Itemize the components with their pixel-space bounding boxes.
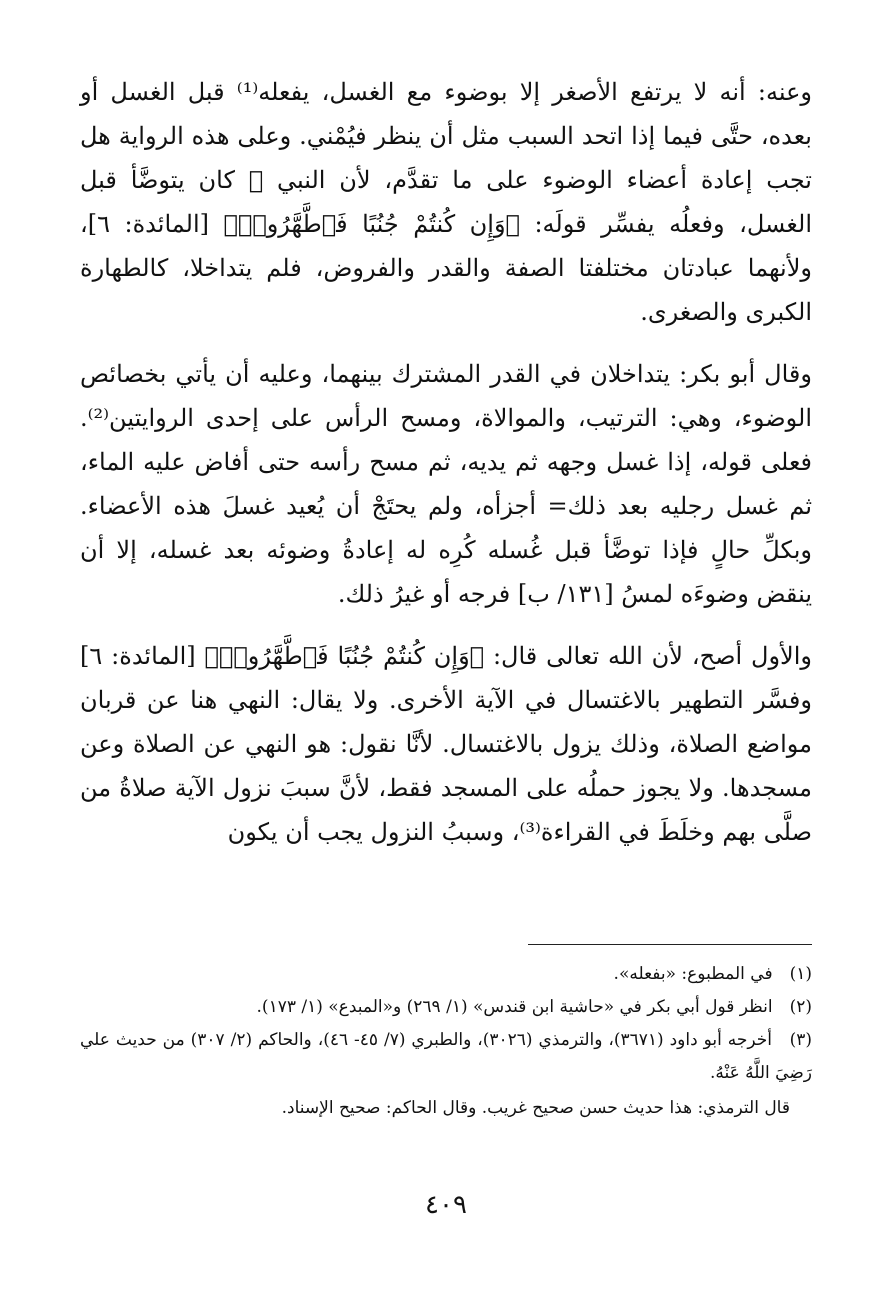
- footnote-text: انظر قول أبي بكر في «حاشية ابن قندس» (١/ ٢٦٩) و«المبدع» (١/ ١٧٣).: [256, 997, 773, 1017]
- footnote-3-note: قال الترمذي: هذا حديث حسن صحيح غريب. وقال الحاكم: صحيح الإسناد.: [281, 1098, 790, 1118]
- paragraph-3: والأول أصح، لأن الله تعالى قال: ﴿وَإِن كُنتُمْ جُنُبًا فَٱطَّهَّرُوا۟﴾ [المائدة: ٦] وفسَّر التطهير بالاغتسال في الآية الأخرى. ولا يقال: النهي هنا عن قربان مواضع الصلاة، وذلك يزول بالاغتسال. لأنَّا نقول: هو النهي عن الصلاة وعن مسجدها. ولا يجوز حملُه على المسجد فقط، لأنَّ سببَ نزول الآية صلاةُ من صلَّى بهم وخلَطَ في القراءة⁽³⁾، وسببُ النزول يجب أن يكون: [80, 642, 812, 846]
- paragraph-2: وقال أبو بكر: يتداخلان في القدر المشترك بينهما، وعليه أن يأتي بخصائص الوضوء، وهي: الترتيب، والموالاة، ومسح الرأس على إحدى الروايتين⁽²⁾. فعلى قوله، إذا غسل وجهه ثم يديه، ثم مسح رأسه حتى أفاض عليه الماء، ثم غسل رجليه بعد ذلك= أجزأه، ولم يحتَجْ أن يُعيد غسلَ هذه الأعضاء. وبكلِّ حالٍ فإذا توضَّأ قبل غُسله كُرِه له إعادةُ وضوئه بعد غسله، إلا أن ينقض وضوءَه لمسُ [١٣١/ ب] فرجه أو غيرُ ذلك.: [80, 360, 812, 608]
- page-number: ٤٠٩: [425, 1190, 467, 1220]
- footnote-number: (١): [789, 964, 812, 984]
- footnotes: [80, 958, 812, 1125]
- footnote-text: أخرجه أبو داود (٣٦٧١)، والترمذي (٣٠٢٦)، والطبري (٧/ ٤٥- ٤٦)، والحاكم (٢/ ٣٠٧) من حديث علي رَضِيَ اللَّهُ عَنْهُ.: [80, 1030, 812, 1083]
- main-text: [80, 70, 812, 872]
- footnote-2: [80, 991, 812, 1024]
- footnote-number: (٣): [789, 1030, 812, 1050]
- paragraph-1: وعنه: أنه لا يرتفع الأصغر إلا بوضوء مع الغسل، يفعله⁽¹⁾ قبل الغسل أو بعده، حتَّى فيما إذا اتحد السبب مثل أن ينظر فيُمْني. وعلى هذه الرواية هل تجب إعادة أعضاء الوضوء على ما تقدَّم، لأن النبي ﷺ كان يتوضَّأ قبل الغسل، وفعلُه يفسِّر قولَه: ﴿وَإِن كُنتُمْ جُنُبًا فَٱطَّهَّرُوا۟﴾ [المائدة: ٦]، ولأنهما عبادتان مختلفتا الصفة والقدر والفروض، فلم يتداخلا، كالطهارة الكبرى والصغرى.: [80, 78, 812, 326]
- footnote-1: [80, 958, 812, 991]
- footnote-number: (٢): [789, 997, 812, 1017]
- footnote-text: في المطبوع: «بفعله».: [613, 964, 773, 984]
- footnote-3: [80, 1024, 812, 1090]
- footnote-divider: [528, 944, 812, 945]
